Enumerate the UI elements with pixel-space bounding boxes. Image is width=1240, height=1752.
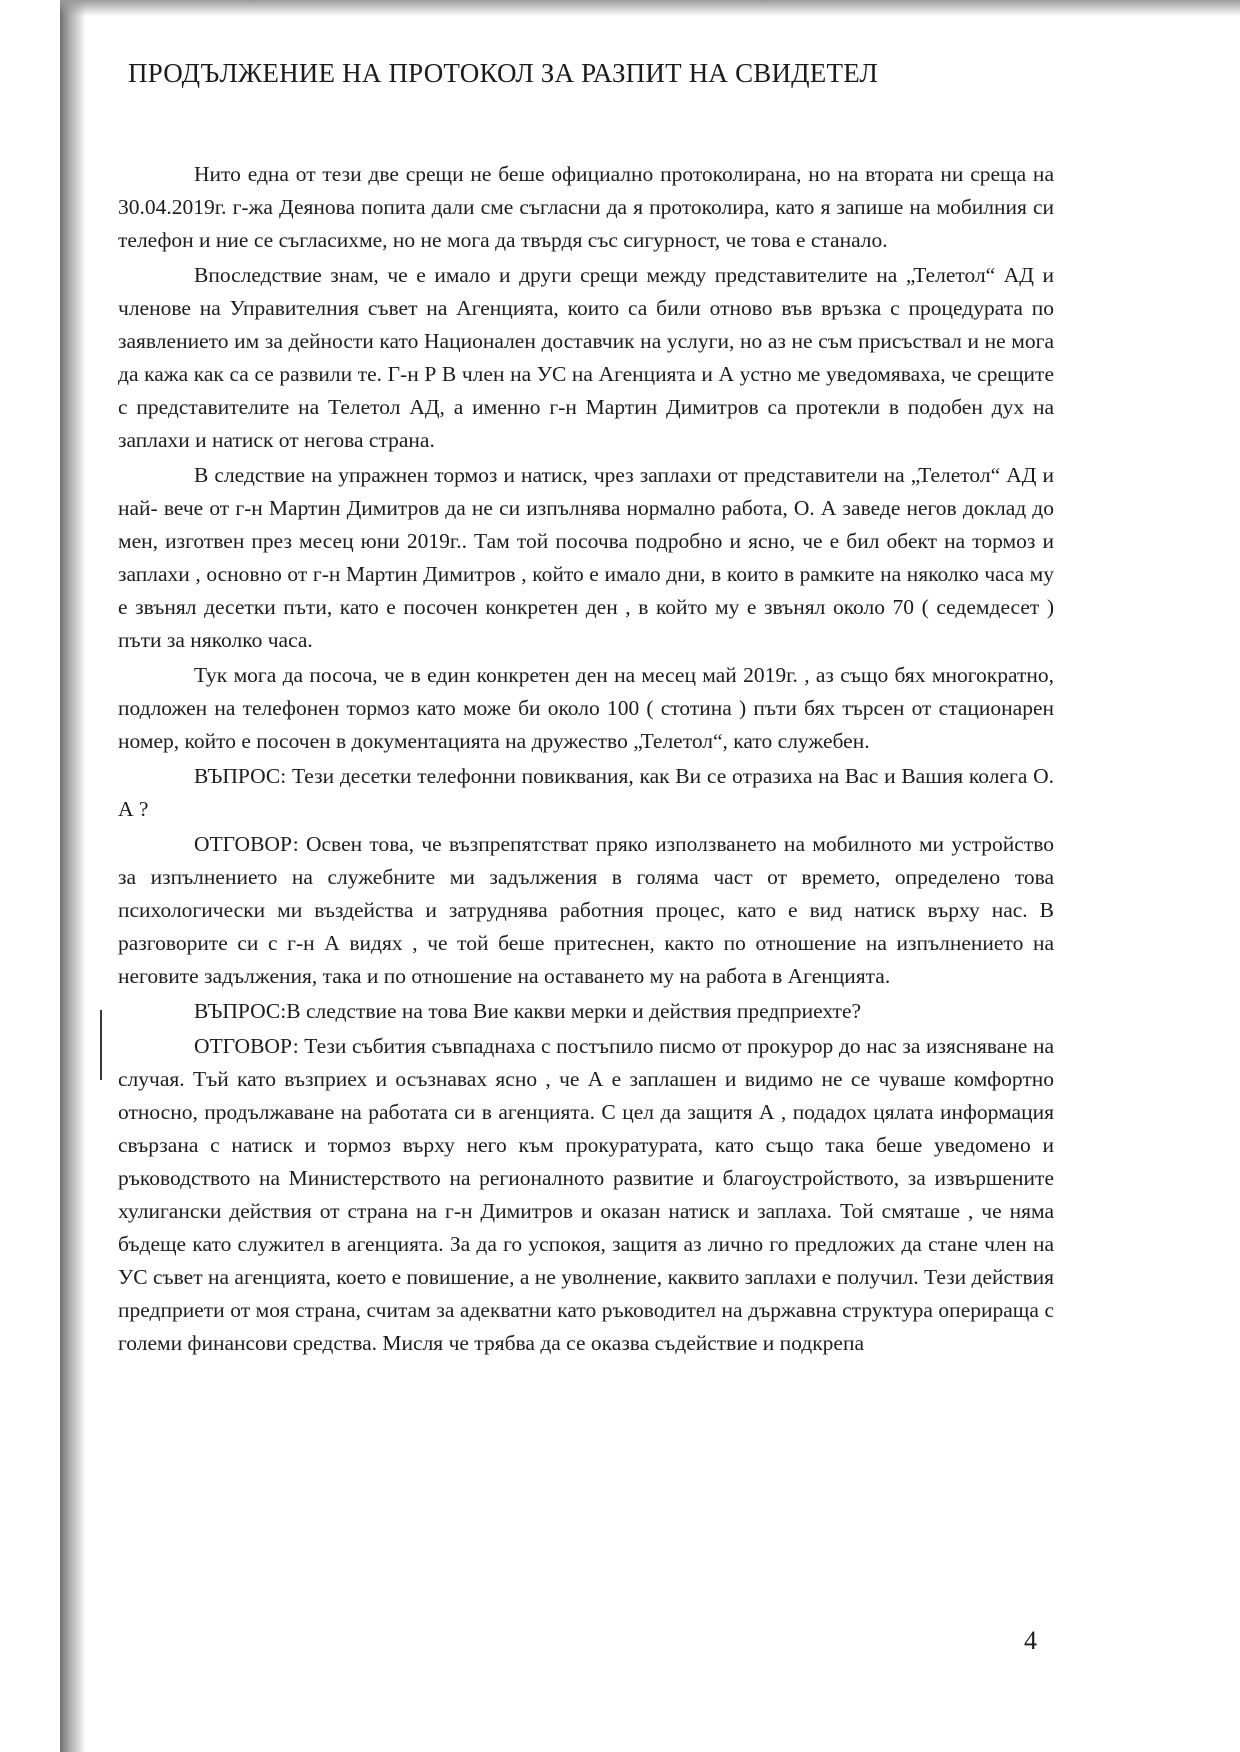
scan-top-shadow — [60, 0, 1240, 16]
paragraph: Тук мога да посоча, че в един конкретен ден на месец май 2019г. , аз също бях многократно, подложен на телефонен тормоз като може би около 100 ( стотина ) пъти бях търсен от стационарен номер, който е посочен в документацията на дружество „Телетол“, като служебен. — [118, 663, 1054, 753]
margin-mark — [100, 1010, 102, 1080]
paragraph: Впоследствие знам, че е имало и други срещи между представителите на „Телетол“ АД и членове на Управителния съвет на Агенцията, които са били отново във връзка с процедурата по заявлението им за дейности като Национален доставчик на услуги, но аз не съм присъствал и не мога да кажа как са се развили те. Г-н Р В член на УС на Агенцията и А устно ме уведомяваха, че срещите с представителите на Телетол АД, а именно г-н Мартин Димитров са протекли в подобен дух на заплахи и натиск от негова страна. — [118, 263, 1054, 452]
question-paragraph: ВЪПРОС:В следствие на това Вие какви мерки и действия предприехте? — [194, 999, 862, 1023]
answer-paragraph: ОТГОВОР: Освен това, че възпрепятстват пряко използването на мобилното ми устройство за изпълнението на служебните ми задължения в голяма част от времето, определено това психологически ми въздейства и затруднява работния процес, като е вид натиск върху нас. В разговорите си с г-н А видях , че той беше притеснен, както по отношение на изпълнението на неговите задължения, така и по отношение на оставането му на работа в Агенцията. — [118, 832, 1054, 988]
answer-paragraph: ОТГОВОР: Тези събития съвпаднаха с постъпило писмо от прокурор до нас за изясняване на случая. Тъй като възприех и осъзнавах ясно , че А е заплашен и видимо не се чуваше комфортно относно, продължаване на работата си в агенцията. С цел да защитя А , подадох цялата информация свързана с натиск и тормоз върху него към прокуратурата, като също така беше уведомено и ръководството на Министерството на регионалното развитие и благоустройството, за извършените хулигански действия от страна на г-н Димитров и оказан натиск и заплаха. Той смяташе , че няма бъдеще като служител в агенцията. За да го успокоя, защитя аз лично го предложих да стане член на УС съвет на агенцията, което е повишение, а не уволнение, каквито заплахи е получил. Тези действия предприети от моя страна, считам за адекватни като ръководител на държавна структура оперираща с големи финансови средства. Мисля че трябва да се оказва съдействие и подкрепа — [118, 1034, 1054, 1355]
scan-edge-shadow — [60, 0, 86, 1752]
paragraph: Нито една от тези две срещи не беше официално протоколирана, но на втората ни среща на 30.04.2019г. г-жа Деянова попита дали сме съгласни да я протоколира, като я запише на мобилния си телефон и ние се съгласихме, но не мога да твърдя със сигурност, че това е станало. — [118, 162, 1054, 252]
question-paragraph: ВЪПРОС: Тези десетки телефонни повиквания, как Ви се отразиха на Вас и Вашия колега О. А ? — [118, 764, 1054, 821]
page-number: 4 — [1024, 1626, 1037, 1655]
document-body — [118, 158, 1054, 1362]
paragraph: В следствие на упражнен тормоз и натиск, чрез заплахи от представители на „Телетол“ АД и най- вече от г-н Мартин Димитров да не си изпълнява нормално работа, О. А заведе негов доклад до мен, изготвен през месец юни 2019г.. Там той посочва подробно и ясно, че е бил обект на тормоз и заплахи , основно от г-н Мартин Димитров , който е имало дни, в които в рамките на няколко часа му е звънял десетки пъти, като е посочен конкретен ден , в който му е звънял около 70 ( седемдесет ) пъти за няколко часа. — [118, 463, 1054, 652]
document-header: ПРОДЪЛЖЕНИЕ НА ПРОТОКОЛ ЗА РАЗПИТ НА СВИДЕТЕЛ — [128, 58, 879, 88]
